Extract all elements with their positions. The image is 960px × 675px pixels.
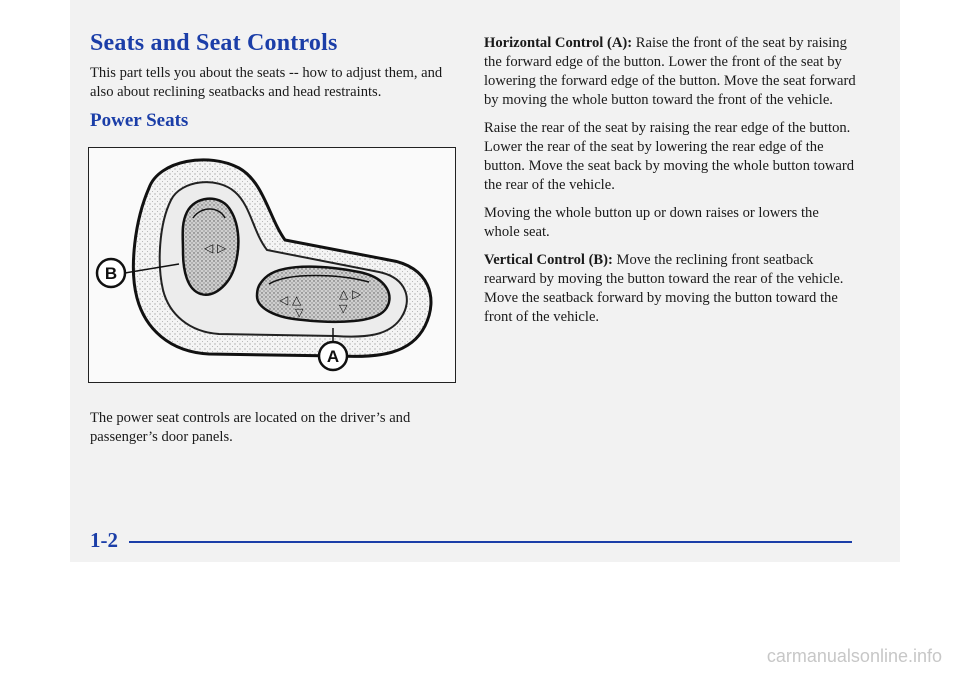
horizontal-control-paragraph <box>484 34 856 110</box>
seat-control-illustration <box>88 147 456 383</box>
intro-paragraph: This part tells you about the seats -- how to adjust them, and also about reclining seatbacks and head restraints. <box>90 65 443 100</box>
whole-seat-paragraph: Moving the whole button up or down raises or lowers the whole seat. <box>484 205 819 240</box>
callout-b-label: B <box>104 264 118 283</box>
right-column <box>484 34 856 336</box>
svg-text:◁ ▷: ◁ ▷ <box>204 241 227 255</box>
rear-control-paragraph: Raise the rear of the seat by raising the rear edge of the button. Lower the rear of the seat by lowering the rear edge of the button. Move the seat back by moving the whole button toward the rear of the vehicle. <box>484 120 855 193</box>
watermark: carmanualsonline.info <box>766 646 942 666</box>
footer-rule <box>129 541 852 543</box>
svg-text:◁ △: ◁ △ <box>279 293 302 307</box>
svg-text:▽: ▽ <box>339 302 348 315</box>
section-heading: Power Seats <box>90 110 189 131</box>
vertical-control-label: Vertical Control (B): <box>484 252 613 268</box>
seat-control-drawing <box>89 148 455 382</box>
page-number: 1-2 <box>90 528 118 552</box>
horizontal-control-text: Raise the front of the seat by raising the forward edge of the button. Lower the front of the seat by lowering the forward edge of the button. Move the seat forward by moving the whole button toward the front of the vehicle. <box>484 35 856 108</box>
vertical-control-text: Move the reclining front seatback rearward by moving the button toward the rear of the vehicle. Move the seatback forward by moving the button toward the front of the vehicle. <box>484 252 844 325</box>
figure-caption: The power seat controls are located on the driver’s and passenger’s door panels. <box>90 410 411 445</box>
svg-text:▽: ▽ <box>295 306 304 319</box>
vertical-control-paragraph <box>484 251 856 327</box>
callout-a-label: A <box>326 347 340 366</box>
horizontal-control-label: Horizontal Control (A): <box>484 35 633 51</box>
svg-text:△ ▷: △ ▷ <box>339 287 362 301</box>
page-title: Seats and Seat Controls <box>90 30 338 56</box>
